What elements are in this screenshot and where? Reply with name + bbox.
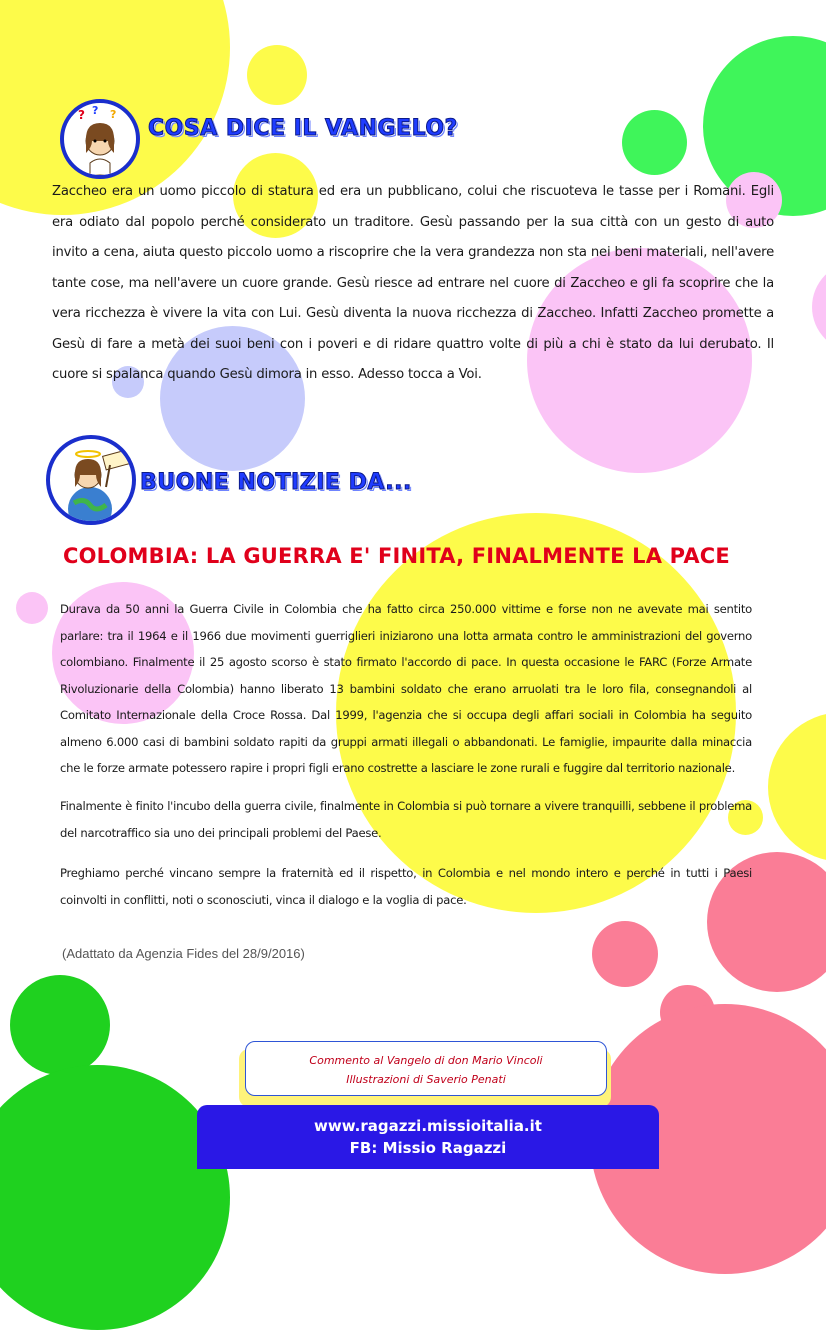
article-title: COLOMBIA: LA GUERRA E' FINITA, FINALMENTE LA PACE xyxy=(63,544,730,568)
news-section-title: BUONE NOTIZIE DA... xyxy=(140,470,412,495)
thinking-jesus-icon xyxy=(60,99,140,179)
article-paragraph: Finalmente è finito l'incubo della guerra civile, finalmente in Colombia si può tornare a vivere tranquilli, sebbene il problema del narcotraffico sia uno dei principali problemi del Paese. xyxy=(60,799,752,840)
source-attribution: (Adattato da Agenzia Fides del 28/9/2016) xyxy=(62,946,305,961)
credit-box xyxy=(245,1041,607,1096)
svg-text:?: ? xyxy=(78,108,85,122)
gospel-section-title: COSA DICE IL VANGELO? xyxy=(148,116,458,141)
jesus-globe-icon xyxy=(46,435,136,525)
gospel-text: Zaccheo era un uomo piccolo di statura ed era un pubblicano, colui che riscuoteva le tasse per i Romani. Egli era odiato dal popolo perché considerato un traditore. Gesù passando per la sua città con un gesto di auto invito a cena, aiuta questo piccolo uomo a riscoprire che la vera grandezza non sta nei beni materiali, nell'avere tante cose, ma nell'avere un cuore grande. Gesù riesce ad entrare nel cuore di Zaccheo e gli fa scoprire che la vera ricchezza è vivere la vita con Lui. Gesù diventa la nuova ricchezza di Zaccheo. Infatti Zaccheo promette a Gesù di fare a metà dei suoi beni con i poveri e di ridare quattro volte di più a chi è stato da lui derubato. Il cuore si spalanca quando Gesù dimora in esso. Adesso tocca a Voi. xyxy=(52,184,774,382)
svg-text:?: ? xyxy=(92,104,99,117)
credit-author: Commento al Vangelo di don Mario Vincoli xyxy=(309,1054,543,1067)
svg-text:?: ? xyxy=(110,108,117,121)
footer-banner xyxy=(197,1105,659,1169)
article-paragraph: Durava da 50 anni la Guerra Civile in Colombia che ha fatto circa 250.000 vittime e forse non ne avevate mai sentito parlare: tra il 1964 e il 1966 due movimenti guerriglieri iniziarono una lotta armata contro le amministrazioni del governo colombiano. Finalmente il 25 agosto scorso è stato firmato l'accordo di pace. In questa occasione le FARC (Forze Armate Rivoluzionarie della Colombia) hanno liberato 13 bambini soldato che erano arruolati tra le loro fila, consegnandoli al Comitato Internazionale della Croce Rossa. Dal 1999, l'agenzia che si occupa degli affari sociali in Colombia ha seguito almeno 6.000 casi di bambini soldato rapiti da gruppi armati illegali o abbandonati. Le famiglie, impaurite dalla minaccia che le forze armate potessero rapire i propri figli erano costrette a lasciare le zone rurali e fuggire dal territorio nazionale. xyxy=(60,602,752,775)
facebook-link[interactable]: FB: Missio Ragazzi xyxy=(349,1139,507,1157)
website-link[interactable]: www.ragazzi.missioitalia.it xyxy=(314,1117,542,1135)
article-paragraph: Preghiamo perché vincano sempre la fraternità ed il rispetto, in Colombia e nel mondo intero e perché in tutti i Paesi coinvolti in conflitti, noti o sconosciuti, vinca il dialogo e la voglia di pace. xyxy=(60,866,752,907)
credit-illustrator: Illustrazioni di Saverio Penati xyxy=(346,1073,506,1086)
